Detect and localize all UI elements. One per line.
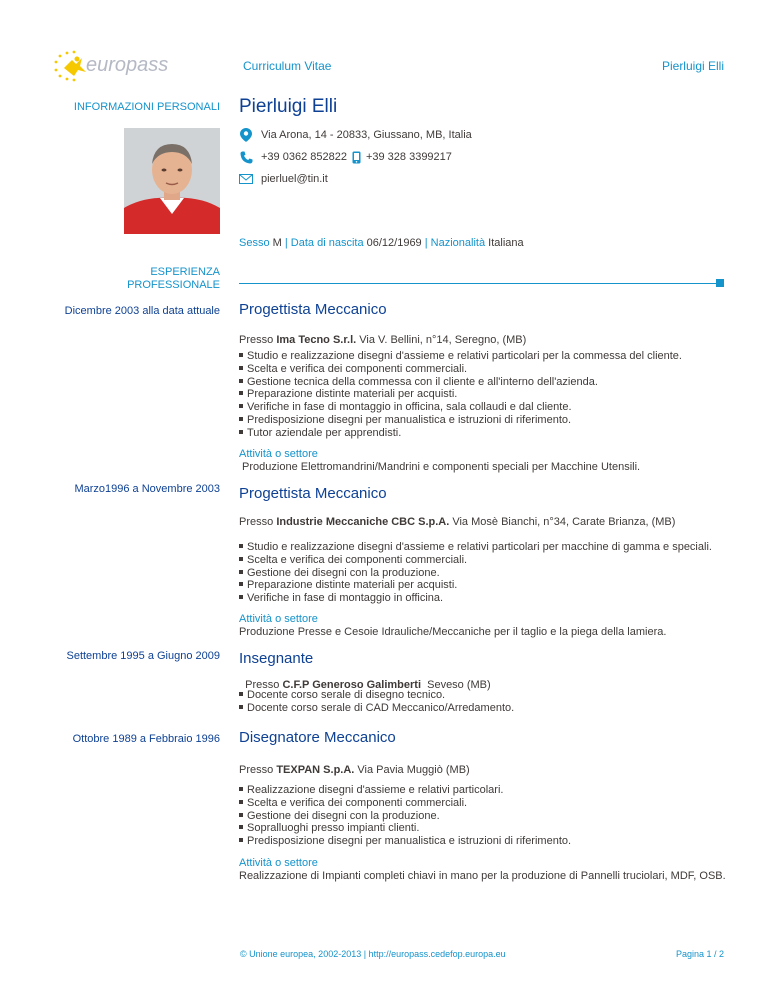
job-duties bbox=[239, 350, 682, 440]
nationality-value: Italiana bbox=[488, 237, 524, 249]
location-pin-icon bbox=[239, 128, 253, 142]
footer-copyright[interactable]: © Unione europea, 2002-2013 | http://europass.cedefop.europa.eu bbox=[240, 949, 506, 959]
list-item: Realizzazione disegni d'assieme e relativi particolari. bbox=[239, 784, 571, 797]
job-dates: Ottobre 1989 a Febbraio 1996 bbox=[72, 733, 220, 745]
sector-label: Attività o settore bbox=[239, 613, 318, 625]
sector-value: Realizzazione di Impianti completi chiavi in mano per la produzione di Pannelli truciolari, MDF, OSB. bbox=[239, 870, 726, 882]
employer-location: Via V. Bellini, n°14, Seregno, (MB) bbox=[356, 334, 527, 346]
job-employer bbox=[239, 516, 675, 528]
phone-icon bbox=[239, 150, 253, 164]
address-text: Via Arona, 14 - 20833, Giussano, MB, Italia bbox=[261, 129, 472, 141]
section-label-experience bbox=[127, 266, 220, 292]
list-item: Tutor aziendale per apprendisti. bbox=[239, 427, 682, 440]
job-duties bbox=[239, 541, 712, 605]
job-employer bbox=[239, 667, 491, 691]
sex-value: M bbox=[272, 237, 282, 249]
employer-name: C.F.P Generoso Galimberti bbox=[282, 679, 421, 691]
profile-photo bbox=[124, 128, 220, 234]
employer-prefix: Presso bbox=[239, 764, 274, 776]
person-name: Pierluigi Elli bbox=[239, 96, 338, 117]
list-item: Sopralluoghi presso impianti clienti. bbox=[239, 822, 571, 835]
address-row bbox=[239, 128, 472, 142]
sector-value: Produzione Elettromandrini/Mandrini e componenti speciali per Macchine Utensili. bbox=[239, 461, 641, 473]
section-label-personal: INFORMAZIONI PERSONALI bbox=[73, 101, 220, 113]
list-item: Scelta e verifica dei componenti commerciali. bbox=[239, 797, 571, 810]
section-divider bbox=[239, 283, 716, 284]
list-item: Docente corso serale di CAD Meccanico/Arredamento. bbox=[239, 702, 514, 715]
list-item: Studio e realizzazione disegni d'assieme e relativi particolari per la commessa del cliente. bbox=[239, 350, 682, 363]
sex-label: Sesso bbox=[239, 237, 270, 249]
logo-text: europass bbox=[86, 54, 169, 76]
job-employer bbox=[239, 764, 470, 776]
employer-location: Via Mosè Bianchi, n°34, Carate Brianza, (MB) bbox=[449, 516, 676, 528]
mobile-text: +39 328 3399217 bbox=[365, 151, 452, 163]
separator: | bbox=[424, 237, 428, 249]
nationality-label: Nazionalità bbox=[430, 237, 486, 249]
list-item: Studio e realizzazione disegni d'assieme e relativi particolari per macchine di gamma e speciali. bbox=[239, 541, 712, 554]
job-dates: Marzo1996 a Novembre 2003 bbox=[74, 483, 220, 495]
list-item: Preparazione distinte materiali per acquisti. bbox=[239, 579, 712, 592]
phone-text: +39 0362 852822 bbox=[261, 151, 347, 163]
job-title: Progettista Meccanico bbox=[239, 301, 387, 318]
page-number: Pagina 1 / 2 bbox=[675, 949, 724, 959]
list-item: Gestione tecnica della commessa con il cliente e all'interno dell'azienda. bbox=[239, 376, 682, 389]
employer-name: TEXPAN S.p.A. bbox=[276, 764, 355, 776]
employer-name: Industrie Meccaniche CBC S.p.A. bbox=[276, 516, 450, 528]
sector-label: Attività o settore bbox=[239, 448, 318, 460]
email-text[interactable]: pierluel@tin.it bbox=[261, 173, 328, 185]
envelope-icon bbox=[239, 172, 253, 186]
list-item: Docente corso serale di disegno tecnico. bbox=[239, 689, 514, 702]
header-name: Pierluigi Elli bbox=[661, 59, 724, 73]
email-row bbox=[239, 172, 328, 186]
list-item: Predisposizione disegni per manualistica e istruzioni di riferimento. bbox=[239, 414, 682, 427]
sector-label: Attività o settore bbox=[239, 857, 318, 869]
section-divider-square bbox=[716, 279, 724, 287]
job-title: Insegnante bbox=[239, 650, 314, 667]
list-item: Scelta e verifica dei componenti commerciali. bbox=[239, 363, 682, 376]
mobile-icon bbox=[352, 150, 361, 164]
list-item: Scelta e verifica dei componenti commerciali. bbox=[239, 554, 712, 567]
employer-prefix: Presso bbox=[245, 679, 280, 691]
section-label-line-1: ESPERIENZA bbox=[150, 266, 220, 278]
job-dates: Settembre 1995 a Giugno 2009 bbox=[66, 650, 220, 662]
job-title: Disegnatore Meccanico bbox=[239, 729, 396, 746]
separator: | bbox=[284, 237, 288, 249]
job-duties bbox=[239, 784, 571, 848]
section-label-line-2: PROFESSIONALE bbox=[127, 279, 220, 291]
job-title: Progettista Meccanico bbox=[239, 485, 387, 502]
list-item: Predisposizione disegni per manualistica e istruzioni di riferimento. bbox=[239, 835, 571, 848]
employer-prefix: Presso bbox=[239, 516, 274, 528]
job-employer bbox=[239, 334, 526, 346]
employer-name: Ima Tecno S.r.l. bbox=[276, 334, 357, 346]
birth-label: Data di nascita bbox=[290, 237, 364, 249]
list-item: Preparazione distinte materiali per acquisti. bbox=[239, 388, 682, 401]
list-item: Gestione dei disegni con la produzione. bbox=[239, 567, 712, 580]
employer-prefix: Presso bbox=[239, 334, 274, 346]
personal-details-line bbox=[239, 237, 524, 249]
doc-title: Curriculum Vitae bbox=[243, 59, 332, 73]
list-item: Verifiche in fase di montaggio in officina, sala collaudi e dal cliente. bbox=[239, 401, 682, 414]
birth-value: 06/12/1969 bbox=[366, 237, 422, 249]
phone-row bbox=[239, 150, 452, 164]
job-duties bbox=[239, 689, 514, 715]
employer-location: Via Pavia Muggiò (MB) bbox=[354, 764, 470, 776]
list-item: Verifiche in fase di montaggio in officina. bbox=[239, 592, 712, 605]
sector-value: Produzione Presse e Cesoie Idrauliche/Meccaniche per il taglio e la piega della lamiera. bbox=[239, 626, 667, 638]
list-item: Gestione dei disegni con la produzione. bbox=[239, 810, 571, 823]
europass-logo bbox=[52, 50, 169, 84]
job-dates: Dicembre 2003 alla data attuale bbox=[64, 305, 220, 317]
employer-location: Seveso (MB) bbox=[421, 679, 491, 691]
